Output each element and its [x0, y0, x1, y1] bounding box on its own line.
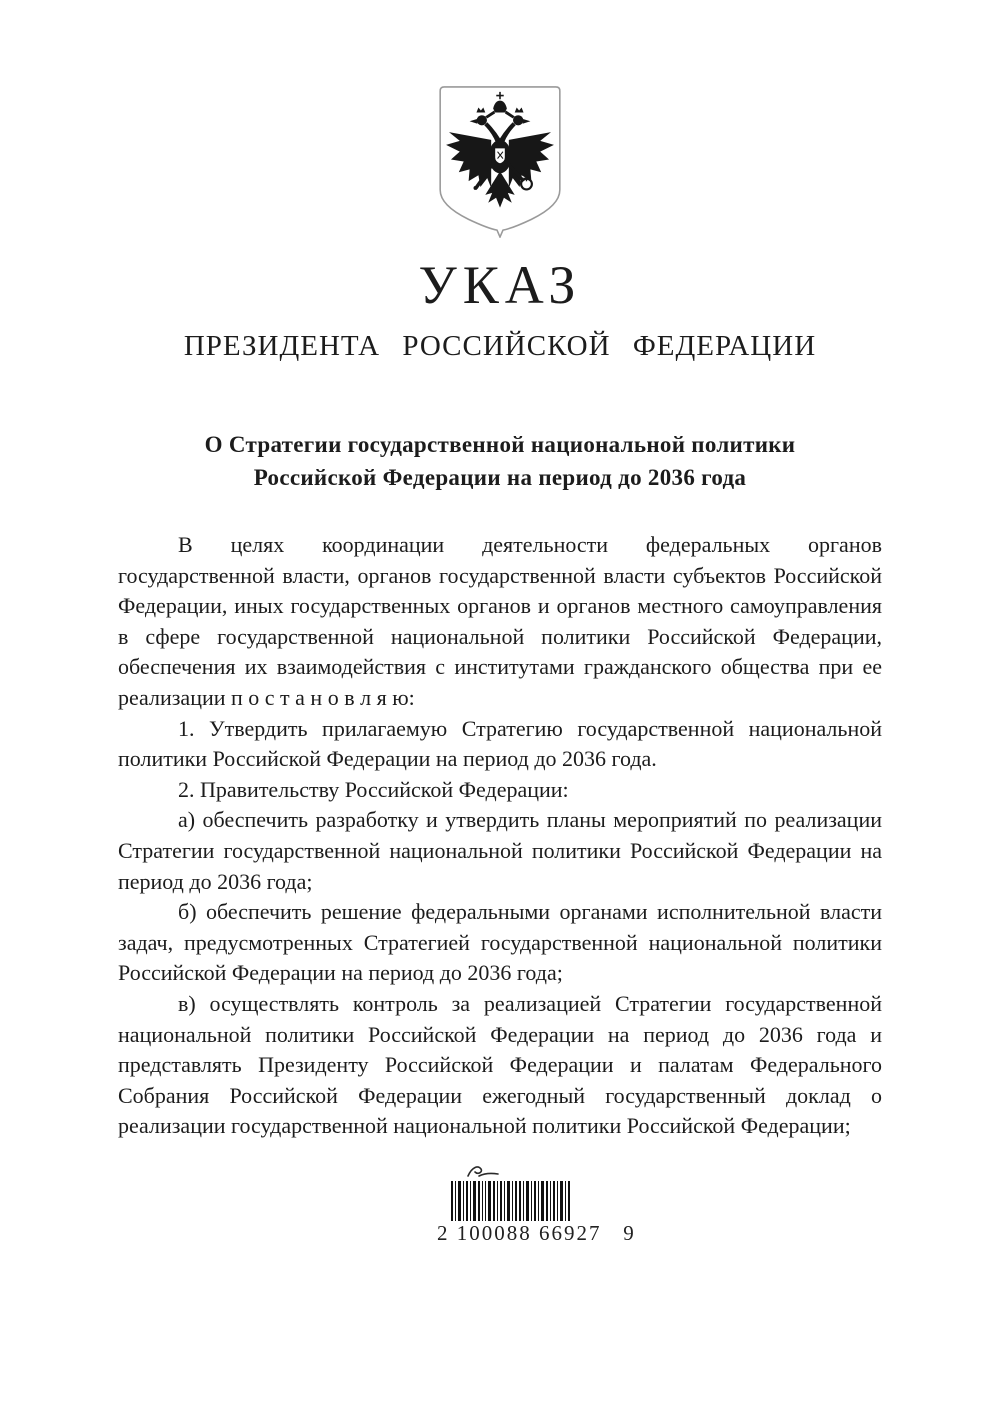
document-title-line2: Российской Федерации на период до 2036 года [253, 465, 747, 490]
handwritten-mark-icon [465, 1164, 507, 1180]
document-body [118, 530, 882, 1142]
coat-of-arms-eagle-icon [436, 84, 564, 238]
coat-of-arms [436, 84, 564, 238]
barcode-block [437, 1164, 636, 1246]
paragraph-item-2b: б) обеспечить решение федеральными органами исполнительной власти задач, предусмотренных Стратегией государственной национальной политики Российской Федерации на период до 2036 года; [118, 899, 882, 986]
decree-subheading: ПРЕЗИДЕНТА РОССИЙСКОЙ ФЕДЕРАЦИИ [183, 330, 817, 362]
paragraph-item-2: 2. Правительству Российской Федерации: [178, 776, 569, 802]
paragraph-item-1: 1. Утвердить прилагаемую Стратегию государственной национальной политики Российской Федерации на период до 2036 года. [118, 715, 882, 772]
barcode-icon [451, 1181, 575, 1221]
paragraph-preamble: В целях координации деятельности федеральных органов государственной власти, органов государственной власти субъектов Российской Федерации, иных государственных органов и органов местного самоуправления в сфере государственной национальной политики Российской Федерации, обеспечения их взаимодействия с институтами гражданского общества при ее реализации п о с т а н о в л я ю: [118, 532, 882, 710]
document-title [118, 428, 882, 494]
paragraph-item-2v: в) осуществлять контроль за реализацией Стратегии государственной национальной политики Российской Федерации на период до 2036 года и представлять Президенту Российской Федерации и палатам Федерального Собрания Российской Федерации ежегодный государственный доклад о реализации государственной национальной политики Российской Федерации; [118, 990, 882, 1139]
barcode-number: 2 100088 66927 9 [437, 1220, 636, 1245]
decree-heading: УКАЗ [418, 255, 582, 315]
paragraph-item-2a: а) обеспечить разработку и утвердить планы мероприятий по реализации Стратегии государственной национальной политики Российской Федерации на период до 2036 года; [118, 807, 882, 894]
document-title-line1: О Стратегии государственной национальной политики [204, 432, 796, 457]
